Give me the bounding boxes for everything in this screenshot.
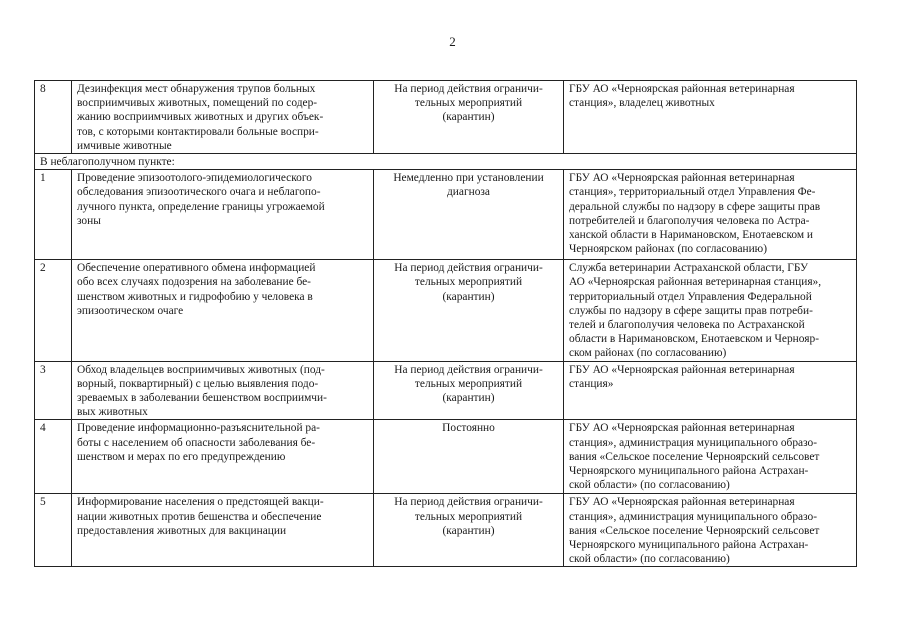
row-number: 2	[35, 260, 72, 361]
responsible-text: ГБУ АО «Черноярская районная ветеринарная станция», территориальный отдел Управления Фе- деральной службы по надзору в сфере защиты прав потребителей и благополучия человека по Астра- ханской области в Наримановском, Енотаевском и Черноярском районах (по согласованию)	[569, 172, 821, 256]
term-cell	[374, 170, 564, 260]
action-text: Проведение эпизоотолого-эпидемиологического обследования эпизоотического очага и неблагопо- лучного пункта, определение границы угрожаемой зоны	[77, 172, 325, 227]
row-number: 1	[35, 170, 72, 260]
table-row	[35, 170, 857, 260]
responsible-cell	[564, 494, 857, 567]
responsible-text: ГБУ АО «Черноярская районная ветеринарная станция»	[569, 363, 795, 390]
row-number: 8	[35, 81, 72, 154]
action-text: Информирование населения о предстоящей вакци- нации животных против бешенства и обеспечение предоставления животных для вакцинации	[77, 496, 324, 537]
table-row	[35, 494, 857, 567]
table-row	[35, 260, 857, 361]
action-cell	[72, 494, 374, 567]
term-cell	[374, 81, 564, 154]
action-cell	[72, 420, 374, 494]
responsible-text: ГБУ АО «Черноярская районная ветеринарная станция», администрация муниципального образо- вания «Сельское поселение Черноярский сельсовет Черноярского муниципального района Астрахан- ской области» (по согласованию)	[569, 496, 820, 566]
table-row	[35, 81, 857, 154]
responsible-cell	[564, 81, 857, 154]
table-row	[35, 361, 857, 420]
responsible-cell	[564, 170, 857, 260]
term-text: Постоянно	[442, 422, 495, 435]
responsible-text: ГБУ АО «Черноярская районная ветеринарная станция», администрация муниципального образо- вания «Сельское поселение Черноярский сельсовет Черноярского муниципального района Астрахан- ской области» (по согласованию)	[569, 422, 820, 492]
action-cell	[72, 361, 374, 420]
measures-table	[34, 80, 857, 567]
term-cell	[374, 260, 564, 361]
section-row	[35, 154, 857, 170]
responsible-cell	[564, 260, 857, 361]
action-cell	[72, 170, 374, 260]
term-text: Немедленно при установлении диагноза	[393, 172, 544, 199]
responsible-text: ГБУ АО «Черноярская районная ветеринарная станция», владелец животных	[569, 83, 795, 110]
term-text: На период действия ограничи- тельных мероприятий (карантин)	[394, 363, 543, 405]
action-cell	[72, 260, 374, 361]
page-number: 2	[449, 34, 456, 49]
section-label: В неблагополучном пункте:	[35, 154, 857, 170]
term-cell	[374, 420, 564, 494]
term-cell	[374, 494, 564, 567]
table-row	[35, 420, 857, 494]
responsible-cell	[564, 420, 857, 494]
row-number: 4	[35, 420, 72, 494]
responsible-cell	[564, 361, 857, 420]
responsible-text: Служба ветеринарии Астраханской области, ГБУ АО «Черноярская районная ветеринарная станция», территориальный отдел Управления Федеральной службы по надзору в сфере защиты прав потреби- телей и благополучия человека по Астраханской области в Наримановском, Енотаевском и Чернояр- ском районах (по согласованию)	[569, 262, 822, 360]
action-text: Дезинфекция мест обнаружения трупов больных восприимчивых животных, помещений по содер- жанию восприимчивых животных и других объек- тов, с которыми контактировали больные воспри- имчивые животные	[77, 83, 324, 152]
action-text: Обеспечение оперативного обмена информацией обо всех случаях подозрения на заболевание бе- шенством животных и гидрофобию у человека в эпизоотическом очаге	[77, 262, 316, 317]
action-text: Проведение информационно-разъяснительной ра- боты с населением об опасности заболевания бе- шенством и мерах по его предупреждению	[77, 422, 320, 463]
term-cell	[374, 361, 564, 420]
row-number: 3	[35, 361, 72, 420]
term-text: На период действия ограничи- тельных мероприятий (карантин)	[394, 496, 543, 537]
action-cell	[72, 81, 374, 154]
row-number: 5	[35, 494, 72, 567]
term-text: На период действия ограничи- тельных мероприятий (карантин)	[394, 83, 543, 124]
action-text: Обход владельцев восприимчивых животных (под- ворный, поквартирный) с целью выявления подо- зреваемых в заболевании бешенством восприимчи- вых животных	[77, 363, 327, 419]
term-text: На период действия ограничи- тельных мероприятий (карантин)	[394, 262, 543, 303]
